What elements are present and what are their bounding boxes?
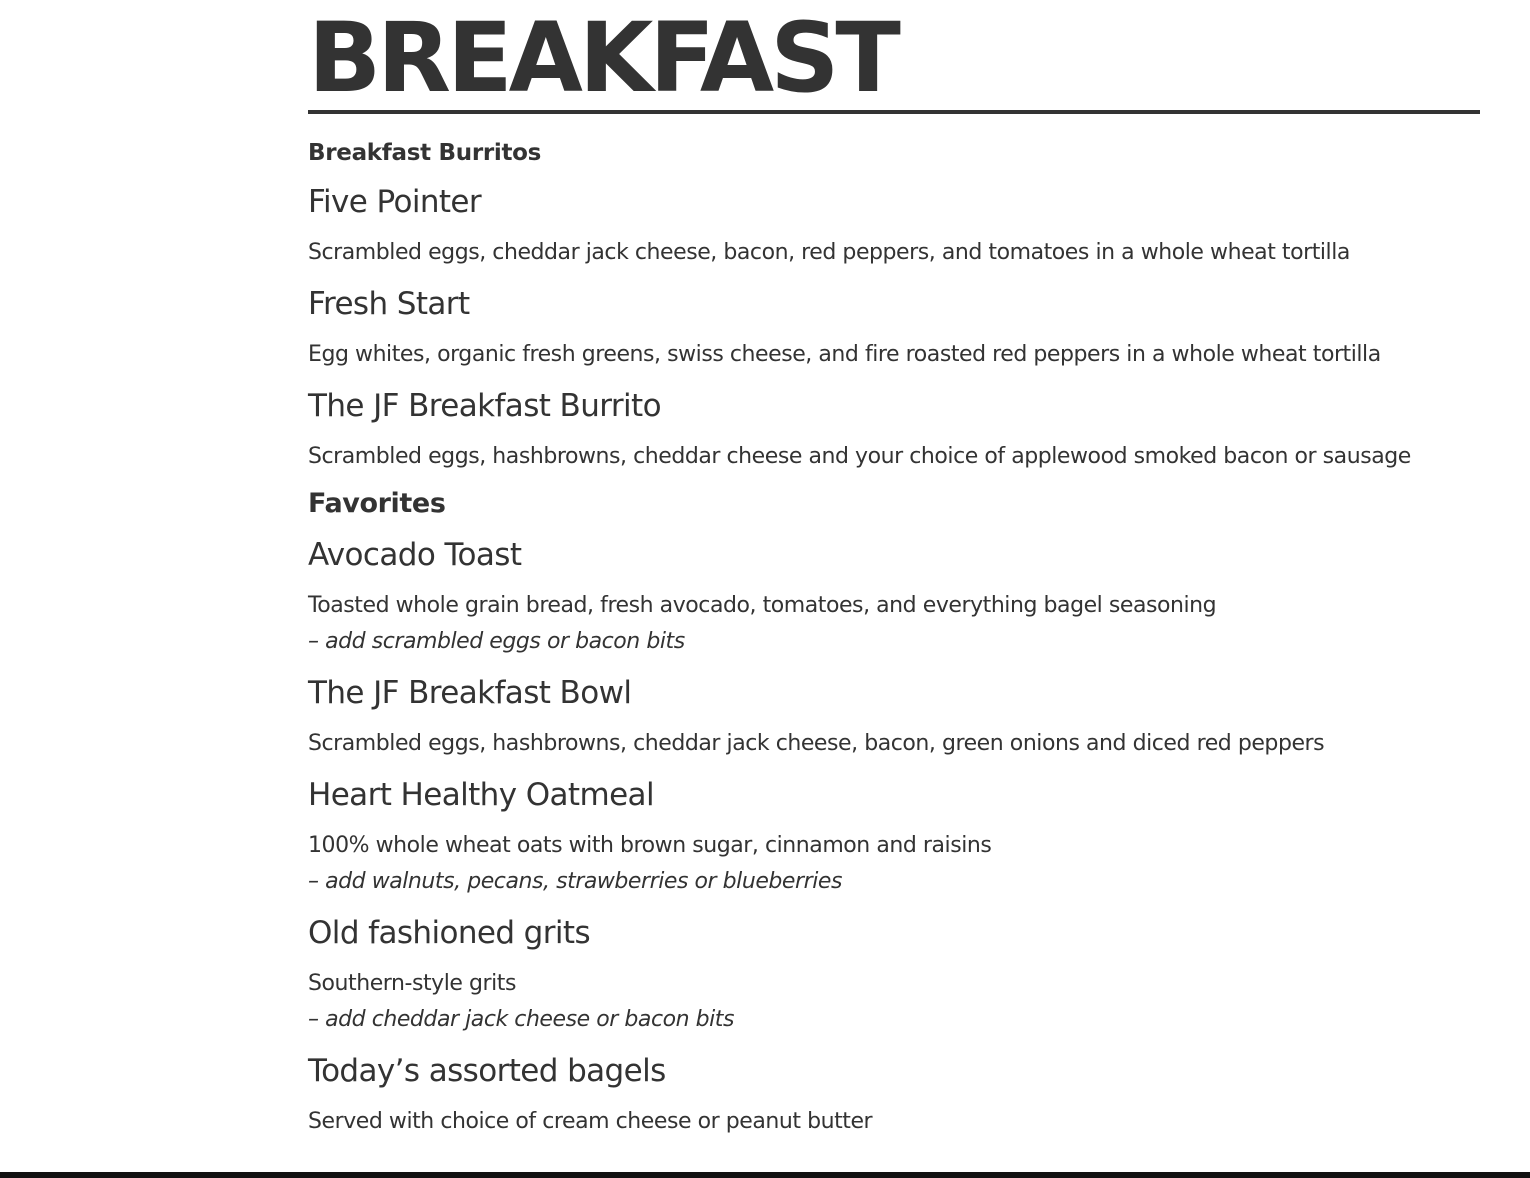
menu-item-old-fashioned-grits bbox=[308, 915, 1480, 1038]
menu-item-five-pointer bbox=[308, 184, 1480, 271]
menu-item-addon: – add walnuts, pecans, strawberries or blueberries bbox=[308, 869, 842, 894]
menu-item-description: Egg whites, organic fresh greens, swiss cheese, and fire roasted red peppers in a whole wheat tortilla bbox=[308, 342, 1381, 367]
menu-title: BREAKFAST bbox=[308, 0, 1480, 114]
menu-item-description: Scrambled eggs, cheddar jack cheese, bacon, red peppers, and tomatoes in a whole wheat tortilla bbox=[308, 240, 1350, 265]
menu-item-name: The JF Breakfast Bowl bbox=[308, 675, 632, 711]
menu-item-name: Fresh Start bbox=[308, 286, 470, 322]
section-heading-favorites: Favorites bbox=[308, 488, 446, 519]
menu-item-description: Toasted whole grain bread, fresh avocado, tomatoes, and everything bagel seasoning bbox=[308, 593, 1217, 618]
menu-item-jf-breakfast-bowl bbox=[308, 675, 1480, 762]
menu-item-assorted-bagels bbox=[308, 1053, 1480, 1140]
menu-item-name: The JF Breakfast Burrito bbox=[308, 388, 661, 424]
menu-item-description: Southern-style grits bbox=[308, 971, 516, 996]
menu-item-description: Scrambled eggs, hashbrowns, cheddar jack cheese, bacon, green onions and diced red peppers bbox=[308, 731, 1325, 756]
menu-item-heart-healthy-oatmeal bbox=[308, 777, 1480, 900]
menu-item-description: 100% whole wheat oats with brown sugar, cinnamon and raisins bbox=[308, 833, 992, 858]
bottom-edge-bar bbox=[0, 1172, 1530, 1178]
menu-item-addon: – add scrambled eggs or bacon bits bbox=[308, 629, 685, 654]
menu-item-description-block bbox=[308, 828, 1480, 900]
menu-item-jf-breakfast-burrito bbox=[308, 388, 1480, 475]
menu-item-name: Five Pointer bbox=[308, 184, 482, 220]
menu-item-name: Heart Healthy Oatmeal bbox=[308, 777, 654, 813]
section-heading-breakfast-burritos: Breakfast Burritos bbox=[308, 140, 542, 166]
breakfast-menu bbox=[308, 0, 1480, 1140]
menu-item-name: Old fashioned grits bbox=[308, 915, 591, 951]
menu-item-avocado-toast bbox=[308, 537, 1480, 660]
menu-item-addon: – add cheddar jack cheese or bacon bits bbox=[308, 1007, 734, 1032]
menu-item-description-block bbox=[308, 588, 1480, 660]
menu-item-description: Scrambled eggs, hashbrowns, cheddar cheese and your choice of applewood smoked bacon or sausage bbox=[308, 444, 1411, 469]
menu-item-description: Served with choice of cream cheese or peanut butter bbox=[308, 1109, 873, 1134]
menu-item-name: Today’s assorted bagels bbox=[308, 1053, 666, 1089]
menu-item-description-block bbox=[308, 966, 1480, 1038]
menu-item-fresh-start bbox=[308, 286, 1480, 373]
menu-item-name: Avocado Toast bbox=[308, 537, 522, 573]
